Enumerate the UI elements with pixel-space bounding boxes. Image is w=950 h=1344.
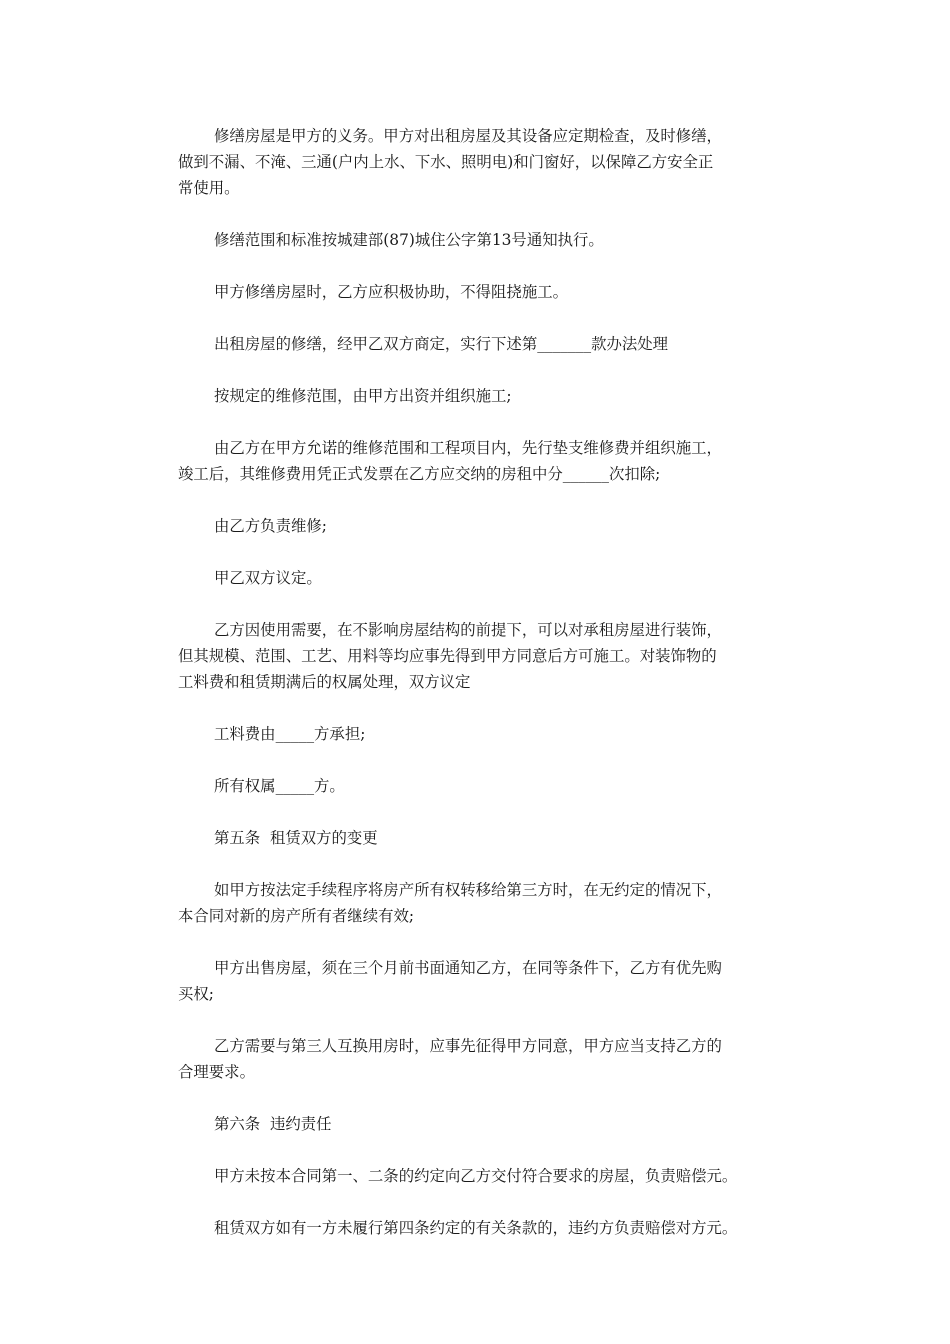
text-line: 竣工后，其维修费用凭正式发票在乙方应交纳的房租中分______次扣除;: [178, 465, 661, 483]
text-line: 出租房屋的修缮，经甲乙双方商定，实行下述第_______款办法处理: [214, 335, 669, 353]
paragraph: [178, 383, 792, 409]
text-line: 甲方修缮房屋时，乙方应积极协助，不得阻挠施工。: [214, 283, 568, 301]
text-line: 甲方出售房屋，须在三个月前书面通知乙方，在同等条件下，乙方有优先购: [214, 959, 722, 977]
text-line: 修缮房屋是甲方的义务。甲方对出租房屋及其设备应定期检查，及时修缮，: [214, 127, 722, 145]
text-line: 但其规模、范围、工艺、用料等均应事先得到甲方同意后方可施工。对装饰物的: [178, 647, 717, 665]
text-line: 由乙方在甲方允诺的维修范围和工程项目内，先行垫支维修费并组织施工，: [214, 439, 722, 457]
paragraph: [178, 565, 792, 591]
paragraph: [178, 955, 792, 1007]
paragraph: [178, 123, 792, 201]
document-body: [178, 123, 792, 1267]
text-line: 第六条 违约责任: [214, 1115, 332, 1133]
paragraph: [178, 1033, 792, 1085]
text-line: 所有权属_____方。: [214, 777, 345, 795]
text-line: 按规定的维修范围，由甲方出资并组织施工;: [214, 387, 512, 405]
paragraph: [178, 773, 792, 799]
paragraph: [178, 435, 792, 487]
text-line: 买权;: [178, 985, 214, 1003]
paragraph: [178, 825, 792, 851]
text-line: 工料费由_____方承担;: [214, 725, 366, 743]
paragraph: [178, 227, 792, 253]
paragraph: [178, 1215, 792, 1241]
text-line: 如甲方按法定手续程序将房产所有权转移给第三方时，在无约定的情况下，: [214, 881, 722, 899]
paragraph: [178, 721, 792, 747]
paragraph: [178, 877, 792, 929]
text-line: 乙方因使用需要，在不影响房屋结构的前提下，可以对承租房屋进行装饰，: [214, 621, 722, 639]
text-line: 第五条 租赁双方的变更: [214, 829, 378, 847]
paragraph: [178, 279, 792, 305]
text-line: 乙方需要与第三人互换用房时，应事先征得甲方同意，甲方应当支持乙方的: [214, 1037, 722, 1055]
paragraph: [178, 331, 792, 357]
text-line: 由乙方负责维修;: [214, 517, 327, 535]
text-line: 修缮范围和标准按城建部(87)城住公字第13号通知执行。: [214, 231, 604, 249]
text-line: 本合同对新的房产所有者继续有效;: [178, 907, 415, 925]
text-line: 常使用。: [178, 179, 240, 197]
text-line: 甲方未按本合同第一、二条的约定向乙方交付符合要求的房屋，负责赔偿元。: [214, 1167, 738, 1185]
text-line: 甲乙双方议定。: [214, 569, 322, 587]
text-line: 合理要求。: [178, 1063, 255, 1081]
paragraph: [178, 513, 792, 539]
text-line: 做到不漏、不淹、三通(户内上水、下水、照明电)和门窗好，以保障乙方安全正: [178, 153, 714, 171]
text-line: 工料费和租赁期满后的权属处理，双方议定: [178, 673, 471, 691]
paragraph: [178, 1163, 792, 1189]
paragraph: [178, 1111, 792, 1137]
text-line: 租赁双方如有一方未履行第四条约定的有关条款的，违约方负责赔偿对方元。: [214, 1219, 738, 1237]
paragraph: [178, 617, 792, 695]
